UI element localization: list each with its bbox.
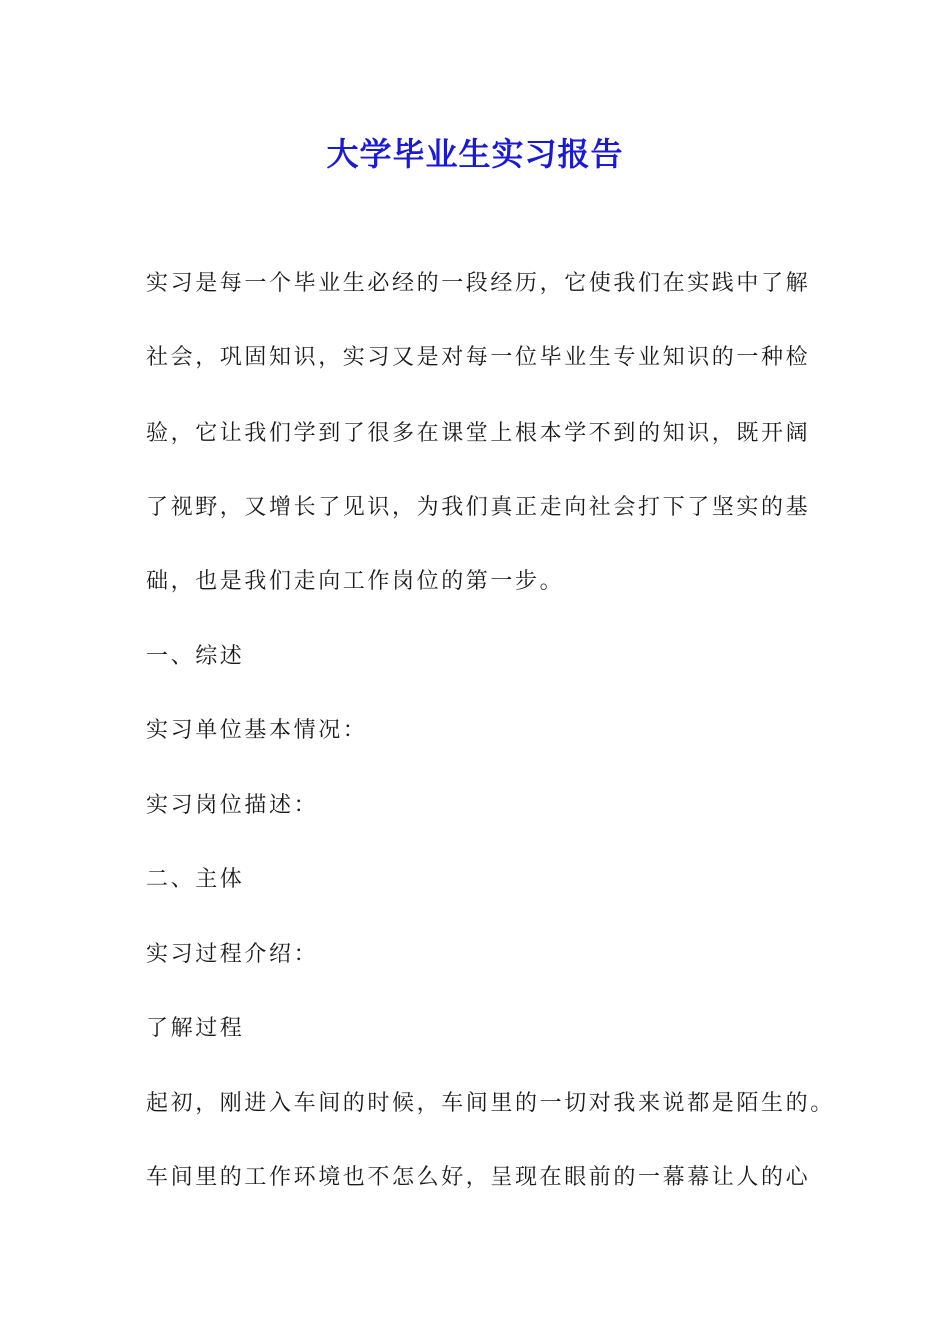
body-line-13: 车间里的工作环境也不怎么好，呈现在眼前的一幕幕让人的心 (146, 1165, 811, 1190)
body-line-5: 础，也是我们走向工作岗位的第一步。 (146, 569, 565, 594)
field-label-process-intro: 实习过程介绍： (146, 942, 319, 967)
body-line-2: 社会，巩固知识，实习又是对每一位毕业生专业知识的一种检 (146, 345, 811, 370)
subheading-understanding: 了解过程 (146, 1016, 245, 1041)
field-label-position-desc: 实习岗位描述： (146, 793, 319, 818)
body-line-1: 实习是每一个毕业生必经的一段经历，它使我们在实践中了解 (146, 271, 811, 296)
body-line-12: 起初，刚进入车间的时候，车间里的一切对我来说都是陌生的。 (146, 1091, 835, 1116)
body-line-4: 了视野，又增长了见识，为我们真正走向社会打下了坚实的基 (146, 495, 811, 520)
section-heading-main: 二、主体 (146, 867, 245, 892)
field-label-unit-info: 实习单位基本情况： (146, 718, 368, 743)
document-title: 大学毕业生实习报告 (326, 135, 624, 173)
body-line-3: 验，它让我们学到了很多在课堂上根本学不到的知识，既开阔 (146, 421, 811, 446)
section-heading-overview: 一、综述 (146, 644, 245, 669)
